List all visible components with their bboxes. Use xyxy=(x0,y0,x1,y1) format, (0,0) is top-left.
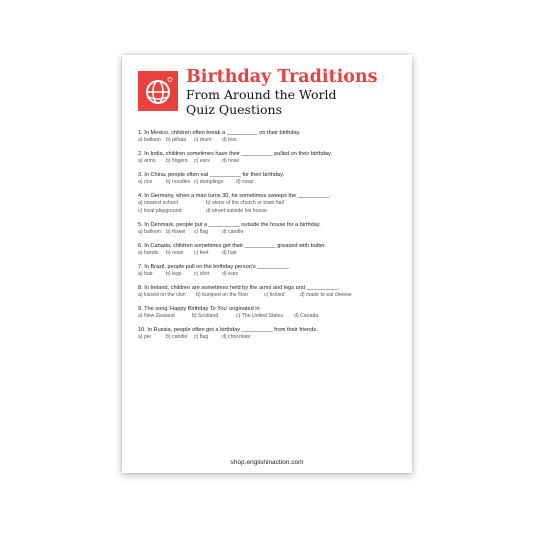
question-text: 7. In Brazil, people pull on the birthday person's __________. xyxy=(138,263,290,270)
question-text: 4. In Germany, when a man turns 30, he sometimes sweeps the __________. xyxy=(138,193,331,199)
option-a: a) pie xyxy=(138,333,151,340)
quiz-sheet xyxy=(122,55,412,473)
page-subtitle-line-2: Quiz Questions xyxy=(186,102,282,117)
option-list xyxy=(138,158,402,166)
option-c: c) flag xyxy=(194,228,209,235)
option-d: d) box xyxy=(222,137,237,143)
option-c: c) shirt xyxy=(194,270,210,277)
question-3 xyxy=(138,171,402,187)
option-c: c) flag xyxy=(194,333,209,340)
question-text: 8. In Ireland, children are sometimes held by the arms and legs and __________. xyxy=(138,284,340,291)
question-2 xyxy=(138,150,402,166)
option-b: b) nose xyxy=(166,249,184,256)
question-5 xyxy=(138,221,402,237)
option-c: c) drum xyxy=(194,137,212,143)
option-d: d) street outside his house xyxy=(206,207,267,214)
ea-globe-logo-icon xyxy=(138,71,178,111)
option-b: b) Scotland xyxy=(192,312,219,319)
option-d: d) nose xyxy=(222,158,240,164)
title-block xyxy=(186,67,377,117)
question-9 xyxy=(138,305,402,321)
option-b: b) steps of the church or town hall xyxy=(206,200,284,206)
option-list xyxy=(138,200,402,215)
option-list xyxy=(138,137,402,145)
option-a: a) kissed on the chin xyxy=(138,291,186,298)
option-list xyxy=(138,292,402,300)
question-text: 2. In India, children sometimes have their __________ pulled on their birthday. xyxy=(138,151,332,157)
question-8 xyxy=(138,284,402,300)
option-c: c) feet xyxy=(194,249,209,256)
option-d: d) soup xyxy=(236,179,254,185)
option-a: a) arms xyxy=(138,158,156,164)
option-b: b) candle xyxy=(166,333,188,340)
option-c: c) local playground xyxy=(138,207,182,214)
question-6 xyxy=(138,242,402,258)
option-b: b) legs xyxy=(166,270,182,277)
question-list xyxy=(138,129,402,347)
question-text: 1. In Mexico, children often break a __________ on their birthday. xyxy=(138,130,301,136)
logo xyxy=(138,71,178,111)
option-d: d) Canada xyxy=(294,312,319,319)
option-list xyxy=(138,229,402,237)
page-title: Birthday Traditions xyxy=(186,67,378,87)
option-a: a) nearest school xyxy=(138,200,178,206)
option-a: a) balloon xyxy=(138,228,161,235)
question-1 xyxy=(138,129,402,145)
option-d: d) candle xyxy=(222,228,244,235)
option-d: d) hair xyxy=(222,249,237,256)
option-b: b) flower xyxy=(166,228,186,235)
option-c: c) tickled xyxy=(264,291,285,298)
option-list xyxy=(138,313,402,321)
option-d: d) chocolate xyxy=(222,333,251,340)
option-c: c) ears xyxy=(194,158,210,164)
option-list xyxy=(138,250,402,258)
option-a: a) hair xyxy=(138,270,153,277)
option-list xyxy=(138,334,402,342)
option-d: d) ears xyxy=(222,270,239,277)
question-text: 6. In Canada, children sometimes get their __________ greased with butter. xyxy=(138,242,327,249)
option-list xyxy=(138,179,402,187)
option-a: a) hands xyxy=(138,249,159,256)
option-b: b) fingers xyxy=(166,158,188,164)
footer-url: shop.englishinaction.com xyxy=(230,459,304,466)
question-text: 10. In Russia, people often get a birthday __________ from their friends. xyxy=(138,326,318,333)
option-a: a) rice xyxy=(138,179,153,185)
question-7 xyxy=(138,263,402,279)
option-d: d) made to eat cheese xyxy=(300,291,352,298)
question-10 xyxy=(138,326,402,342)
question-text: 9. The song 'Happy Birthday To You' originated in xyxy=(138,305,260,312)
option-list xyxy=(138,271,402,279)
option-b: b) bumped on the floor xyxy=(196,291,249,298)
page-subtitle-line-1: From Around the World xyxy=(186,87,337,102)
option-c: c) The United States xyxy=(236,312,284,319)
question-4 xyxy=(138,192,402,215)
option-a: a) New Zealand xyxy=(138,312,175,319)
question-text: 3. In China, people often eat __________ for their birthday. xyxy=(138,172,285,178)
option-b: b) piñata xyxy=(166,137,187,143)
option-b: b) noodles xyxy=(166,179,191,185)
option-c: c) dumplings xyxy=(194,179,224,185)
question-text: 5. In Denmark, people put a __________ outside the house for a birthday. xyxy=(138,221,321,228)
option-a: a) balloon xyxy=(138,137,161,143)
